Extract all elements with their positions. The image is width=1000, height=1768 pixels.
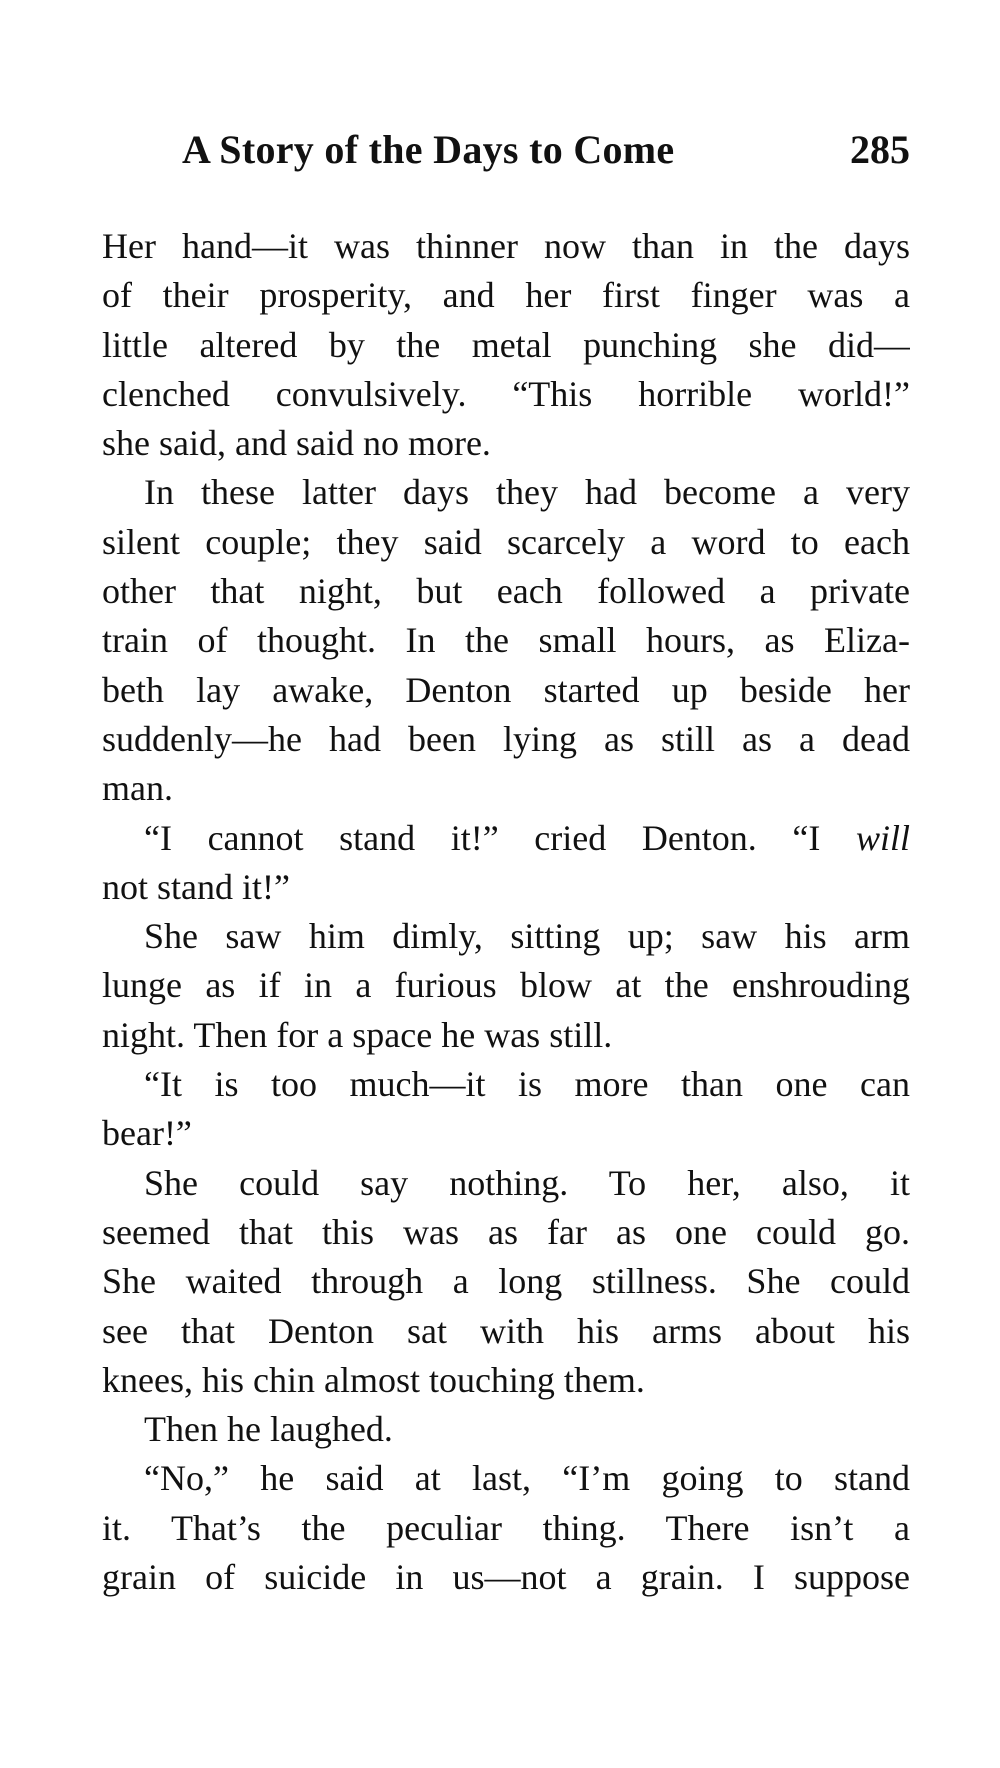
text-line: suddenly—he had been lying as still as a dead <box>102 718 910 759</box>
page-number: 285 <box>850 127 910 172</box>
text-line: Then he laughed. <box>144 1409 393 1450</box>
text-line: not stand it!” <box>102 866 290 907</box>
text-line: “It is too much—it is more than one can <box>144 1064 910 1105</box>
body-text <box>102 222 910 1602</box>
text-line-part: “I cannot stand it!” cried Denton. “I <box>144 817 821 858</box>
text-line: beth lay awake, Denton started up beside her <box>102 669 910 710</box>
text-line: “No,” he said at last, “I’m going to stand <box>144 1458 910 1499</box>
text-line: knees, his chin almost touching them. <box>102 1359 645 1400</box>
text-line: see that Denton sat with his arms about his <box>102 1310 910 1351</box>
text-line: train of thought. In the small hours, as Eliza- <box>102 620 910 661</box>
text-line: night. Then for a space he was still. <box>102 1014 613 1055</box>
running-title: A Story of the Days to Come <box>182 127 675 172</box>
text-line: man. <box>102 768 173 809</box>
text-line: bear!” <box>102 1113 192 1154</box>
text-line: seemed that this was as far as one could go. <box>102 1211 910 1252</box>
text-line: In these latter days they had become a very <box>144 472 910 513</box>
text-line: grain of suicide in us—not a grain. I suppose <box>102 1557 910 1598</box>
text-line: it. That’s the peculiar thing. There isn’t a <box>102 1507 910 1548</box>
text-line: she said, and said no more. <box>102 423 491 464</box>
text-line: clenched convulsively. “This horrible world!” <box>102 373 910 414</box>
text-line: She waited through a long stillness. She could <box>102 1261 910 1302</box>
running-header <box>182 118 910 182</box>
text-line: Her hand—it was thinner now than in the days <box>102 226 910 266</box>
text-line: She saw him dimly, sitting up; saw his arm <box>144 916 910 957</box>
text-line: lunge as if in a furious blow at the enshrouding <box>102 965 910 1006</box>
text-line: silent couple; they said scarcely a word to each <box>102 521 910 562</box>
text-line: of their prosperity, and her first finger was a <box>102 275 910 316</box>
text-line: She could say nothing. To her, also, it <box>144 1162 910 1203</box>
text-line-mixed <box>102 814 910 863</box>
text-line: other that night, but each followed a private <box>102 571 910 612</box>
italic-emphasis: will <box>855 817 910 858</box>
text-line: little altered by the metal punching she did— <box>102 324 910 365</box>
